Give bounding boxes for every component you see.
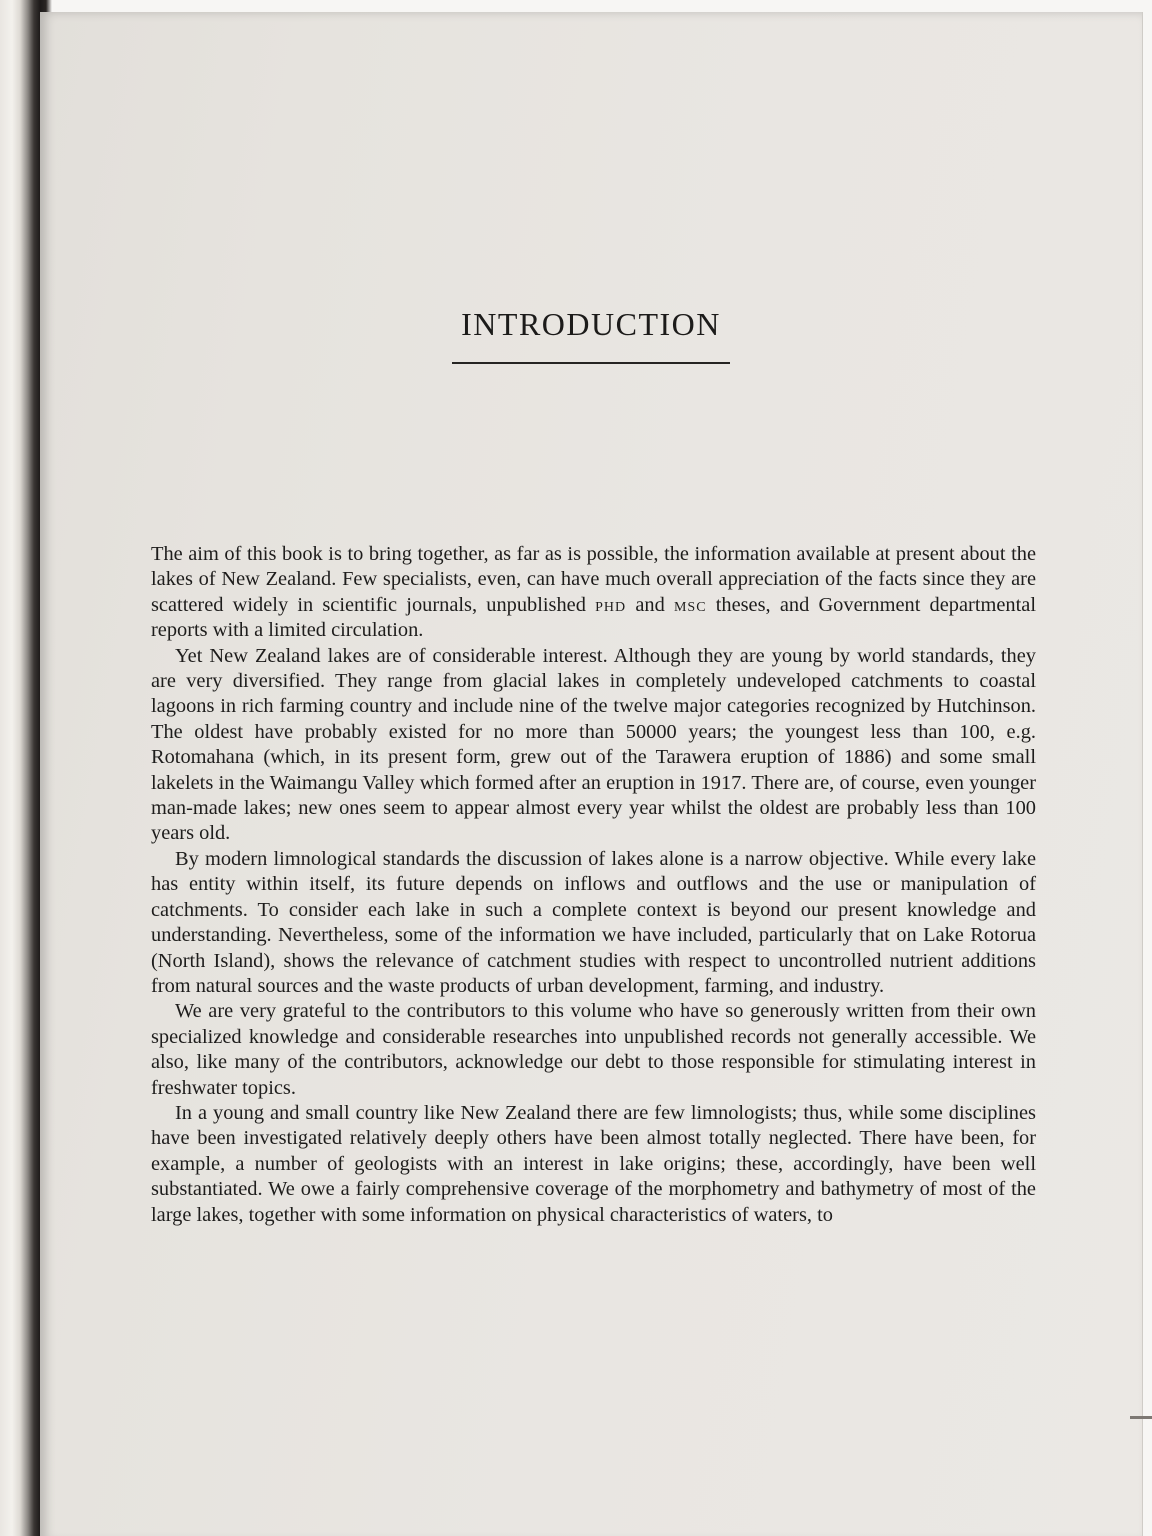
paragraph-4: We are very grateful to the contributors to this volume who have so generously written from their own specialized knowledge and considerable researches into unpublished records not generally accessible. We also, like many of the contributors, acknowledge our debt to those responsible for stimulating interest in freshwater topics. <box>151 1000 1036 1099</box>
paragraph-1-text-b: and <box>626 593 674 616</box>
page-edge-mark <box>1130 1416 1152 1419</box>
paragraph-1-text-c: theses, and Government departmental reports with a limited circulation. <box>151 593 1036 642</box>
phd-abbreviation: phd <box>595 593 627 616</box>
paragraph-5: In a young and small country like New Zealand there are few limnologists; thus, while some disciplines have been investigated relatively deeply others have been almost totally neglected. There have been, for example, a number of geologists with an interest in lake origins; these, accordingly, have been well substantiated. We owe a fairly comprehensive coverage of the morphometry and bathymetry of most of the large lakes, together with some information on physical characteristics of waters, to <box>151 1101 1036 1226</box>
paragraph-3: By modern limnological standards the discussion of lakes alone is a narrow objective. While every lake has entity within itself, its future depends on inflows and outflows and the use or manipulation of catchments. To consider each lake in such a complete context is beyond our present knowledge and understanding. Nevertheless, some of the information we have included, particularly that on Lake Rotorua (North Island), shows the relevance of catchment studies with respect to uncontrolled nutrient additions from natural sources and the waste products of urban development, farming, and industry. <box>151 847 1036 997</box>
paragraph-2: Yet New Zealand lakes are of considerable interest. Although they are young by world standards, they are very diversified. They range from glacial lakes in completely undeveloped catchments to coastal lagoons in rich farming country and include nine of the twelve major categories recognized by Hutchinson. The oldest have probably existed for no more than 50000 years; the youngest less than 100, e.g. Rotomahana (which, in its present form, grew out of the Tarawera eruption of 1886) and some small lakelets in the Waimangu Valley which formed after an eruption in 1917. There are, of course, even younger man-made lakes; new ones seem to appear almost every year whilst the oldest are probably less than 100 years old. <box>151 644 1036 845</box>
book-page <box>40 12 1143 1536</box>
title-underline <box>452 362 730 364</box>
msc-abbreviation: msc <box>673 593 707 616</box>
body-text <box>151 542 1036 1228</box>
page-title: INTRODUCTION <box>461 306 721 342</box>
paragraph-1-text-a: The aim of this book is to bring together, as far as is possible, the information available at present about the lakes of New Zealand. Few specialists, even, can have much overall appreciation of the facts since they are scattered widely in scientific journals, unpublished <box>151 543 1036 616</box>
paragraph-1 <box>151 542 1036 644</box>
